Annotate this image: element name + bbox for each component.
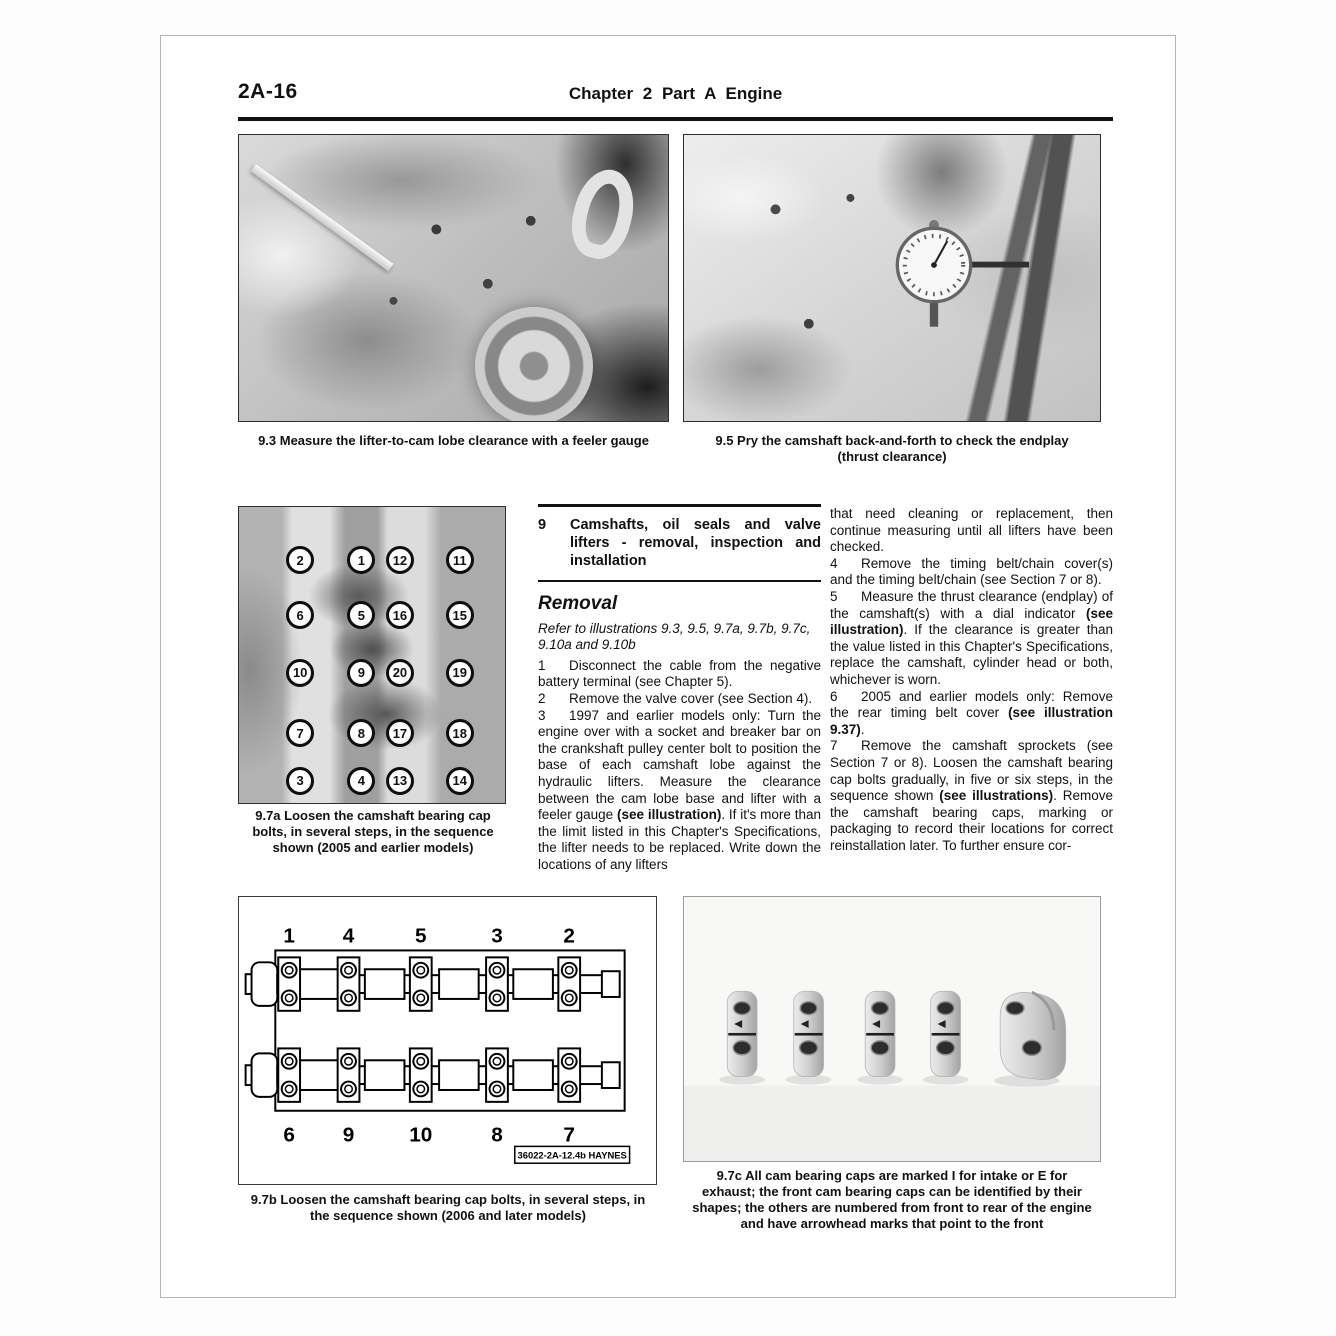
sequence-circle: 10 (286, 659, 314, 687)
caption-9-7b: 9.7b Loosen the camshaft bearing cap bolts, in several steps, in the sequence shown (2006 and later models) (250, 1192, 646, 1223)
section-heading (538, 507, 821, 580)
photo-9-3-lifter-clearance (238, 134, 669, 422)
photo-9-5-endplay-check (683, 134, 1101, 422)
sequence-circle: 19 (446, 659, 474, 687)
sequence-circle: 6 (286, 601, 314, 629)
step-number: 7 (830, 738, 838, 754)
sequence-circle: 4 (347, 767, 375, 795)
section-rule-bottom (538, 580, 821, 583)
subheading-removal: Removal (538, 593, 618, 614)
sequence-circle: 14 (446, 767, 474, 795)
sequence-circle: 20 (386, 659, 414, 687)
svg-text:6: 6 (283, 1123, 295, 1147)
caption-9-3: 9.3 Measure the lifter-to-cam lobe clearance with a feeler gauge (258, 433, 649, 448)
sequence-circle: 13 (386, 767, 414, 795)
pulley-shape (475, 307, 593, 422)
page-number: 2A-16 (238, 80, 298, 103)
sequence-circle: 15 (446, 601, 474, 629)
caption-9-5: 9.5 Pry the camshaft back-and-forth to check the endplay (thrust clearance) (715, 433, 1069, 464)
step-number: 3 (538, 707, 546, 723)
refer-note: Refer to illustrations 9.3, 9.5, 9.7a, 9.7b, 9.7c, 9.10a and 9.10b (538, 620, 811, 653)
step-paragraph-4: 4 Remove the timing belt/chain cover(s) and the timing belt/chain (see Section 7 or 8). (830, 555, 1113, 588)
sequence-circle: 17 (386, 719, 414, 747)
svg-text:10: 10 (409, 1123, 433, 1147)
text-column-middle (538, 504, 821, 874)
sequence-circle: 2 (286, 546, 314, 574)
manual-page (160, 35, 1176, 1298)
svg-text:8: 8 (491, 1123, 503, 1147)
step-number: 2 (538, 690, 546, 706)
step-number: 6 (830, 688, 838, 704)
sequence-circle: 12 (386, 546, 414, 574)
step-paragraph-5: 5 Measure the thrust clearance (endplay) of the camshaft(s) with a dial indicator (see illustration). If the clearance is greater than the value listed in this Chapter's Specifications, replace the camshaft, cylinder head or both, whichever is worn. (830, 588, 1113, 687)
step-number: 5 (830, 588, 838, 604)
chapter-header: Chapter 2 Part A Engine (568, 84, 783, 103)
step-paragraph-6: 6 2005 and earlier models only: Remove the rear timing belt cover (see illustration 9.37). (830, 688, 1113, 737)
svg-text:5: 5 (414, 924, 427, 948)
svg-text:1: 1 (283, 924, 295, 948)
sequence-circle: 3 (286, 767, 314, 795)
bearing-caps-illustration (684, 897, 1100, 1161)
caption-9-7c: 9.7c All cam bearing caps are marked I for intake or E for exhaust; the front cam bearing caps can be identified by their shapes; the others are numbered from front to rear of the engine and have arrowhead marks that point to the front (692, 1168, 1092, 1231)
feeler-gauge-shape (251, 164, 394, 271)
svg-text:4: 4 (342, 924, 355, 948)
step-number: 4 (830, 555, 838, 571)
sequence-circle: 8 (347, 719, 375, 747)
haynes-credit-box (515, 1146, 630, 1163)
lifting-eye-shape (564, 164, 642, 265)
diagram-9-7b-loosening-sequence (238, 896, 657, 1185)
sequence-circle: 11 (446, 546, 474, 574)
step-number: 1 (538, 657, 546, 673)
caption-9-7a: 9.7a Loosen the camshaft bearing cap bolts, in several steps, in the sequence shown (2005 and earlier models) (252, 808, 494, 855)
svg-text:7: 7 (563, 1123, 575, 1147)
dial-indicator-icon (884, 215, 1034, 340)
sequence-circle: 1 (347, 546, 375, 574)
section-title: Camshafts, oil seals and valve lifters - removal, inspection and installation (570, 516, 821, 569)
svg-text:36022-2A-12.4b HAYNES: 36022-2A-12.4b HAYNES (517, 1149, 627, 1161)
step-paragraph-1: 1 Disconnect the cable from the negative battery terminal (see Chapter 5). (538, 657, 821, 690)
step-paragraph-3: 3 1997 and earlier models only: Turn the engine over with a socket and breaker bar on the crankshaft pulley center bolt to position the base of each camshaft lobe against the hydraulic lifters. Measure the clearance between the cam lobe base and lifter with a feeler gauge (see illustration). If it's more than the limit listed in this Chapter's Specifications, the lifter needs to be replaced. Write down the locations of any lifters (538, 707, 821, 872)
svg-text:2: 2 (563, 924, 575, 948)
continuation-paragraph: that need cleaning or replacement, then continue measuring until all lifters have been checked. (830, 506, 1113, 555)
sequence-circle: 18 (446, 719, 474, 747)
section-number: 9 (538, 516, 547, 533)
step-paragraph-7: 7 Remove the camshaft sprockets (see Section 7 or 8). Loosen the camshaft bearing cap bolts gradually, in five or six steps, in the sequence shown (see illustrations). Remove the camshaft bearing caps, marking or packaging to record their locations for correct reinstallation later. To further ensure cor- (830, 738, 1114, 853)
sequence-circle: 16 (386, 601, 414, 629)
sequence-circle: 5 (347, 601, 375, 629)
sequence-circle: 9 (347, 659, 375, 687)
step-paragraph-2: 2 Remove the valve cover (see Section 4). (538, 690, 813, 706)
camshaft-diagram (239, 897, 655, 1183)
sequence-circle: 7 (286, 719, 314, 747)
photo-9-7a-bearing-cap-sequence (238, 506, 506, 804)
svg-text:3: 3 (491, 924, 503, 948)
photo-9-7c-bearing-caps (683, 896, 1101, 1162)
text-column-right (830, 506, 1113, 854)
svg-text:9: 9 (342, 1123, 355, 1147)
header-rule (238, 117, 1113, 121)
